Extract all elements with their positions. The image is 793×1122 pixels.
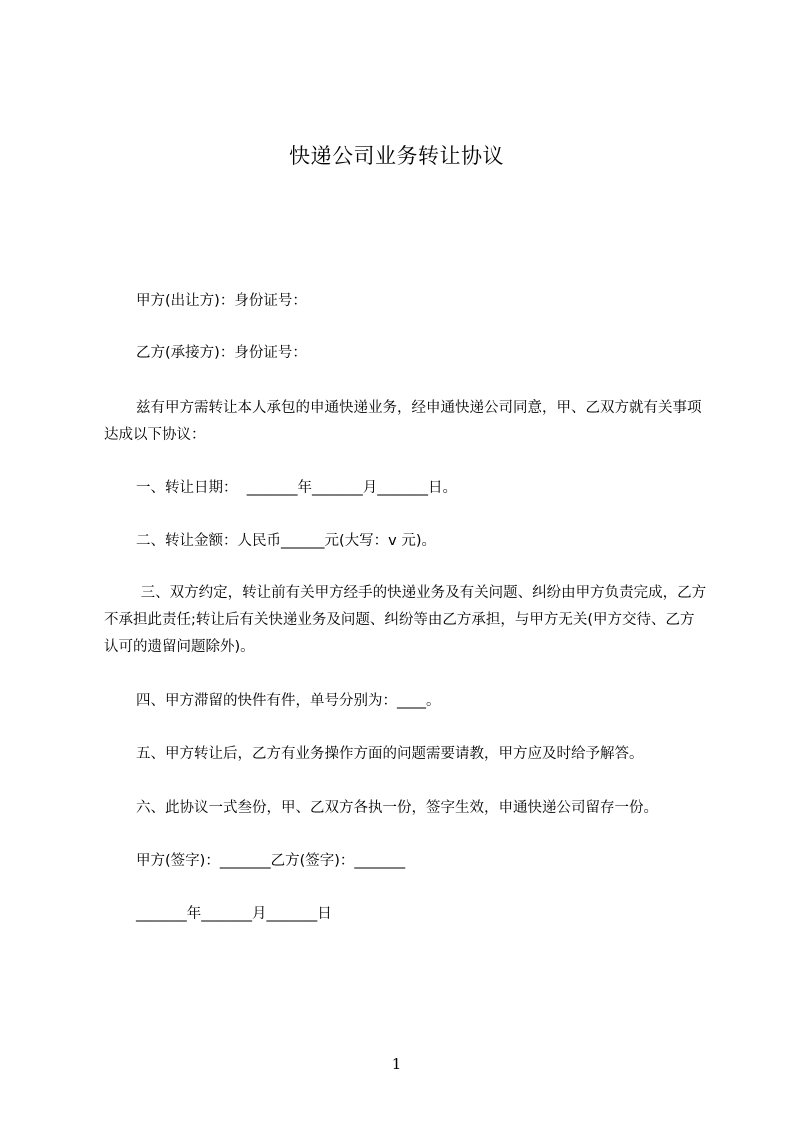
- document-title: 快递公司业务转让协议: [289, 144, 504, 168]
- party-a-line: 甲方(出让方)：身份证号：: [136, 293, 307, 309]
- signature-date-line: _______年_______月_______日: [136, 906, 332, 922]
- party-b-line: 乙方(承接方)：身份证号：: [136, 345, 307, 361]
- clause-6-copies: 六、此协议一式叁份，甲、乙双方各执一份，签字生效，申通快递公司留存一份。: [136, 800, 658, 816]
- clause-5-consultation: 五、甲方转让后，乙方有业务操作方面的问题需要请教，甲方应及时给予解答。: [136, 746, 644, 762]
- signature-line: 甲方(签字)：_______乙方(签字)：_______: [136, 853, 406, 869]
- clause-2-transfer-amount: 二、转让金额：人民币______元(大写：v 元)。: [136, 533, 437, 549]
- clause-3-responsibilities: 三、双方约定，转让前有关甲方经手的快递业务及有关问题、纠纷由甲方负责完成，乙方不承担此责任;转让后有关快递业务及问题、纠纷等由乙方承担，与甲方无关(甲方交待、乙方认可的遗留问题除外)。: [104, 585, 707, 655]
- clause-1-transfer-date: 一、转让日期： _______年_______月_______日。: [136, 480, 457, 496]
- clause-4-retained-parcels: 四、甲方滞留的快件有件，单号分别为：____。: [136, 693, 441, 709]
- preamble-paragraph: 兹有甲方需转让本人承包的申通快递业务，经申通快递公司同意，甲、乙双方就有关事项达成以下协议：: [104, 400, 702, 443]
- page-number: 1: [391, 1055, 402, 1073]
